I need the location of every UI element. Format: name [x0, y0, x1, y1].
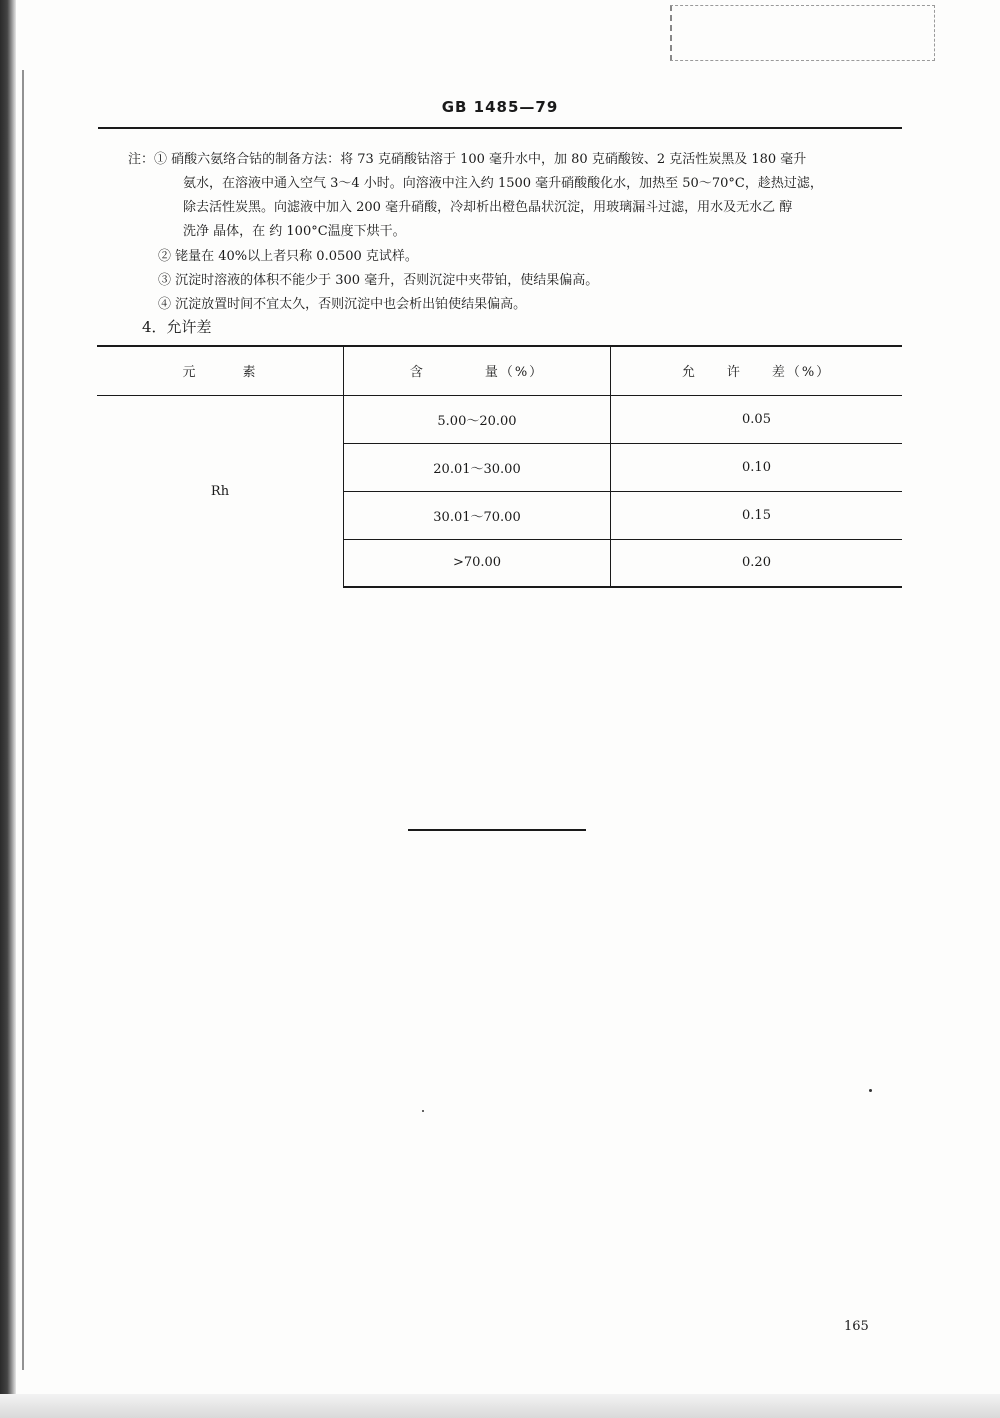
table-row [97, 395, 902, 443]
element-cell: Rh [210, 483, 230, 499]
scan-speck [869, 1089, 872, 1092]
note-line: 氨水，在溶液中通入空气 3～4 小时。向溶液中注入约 1500 毫升硝酸酸化水，加热至 50～70°C，趁热过滤， [183, 176, 823, 191]
tolerance-cell: 0.10 [611, 443, 903, 491]
end-rule [408, 829, 586, 831]
header-rule [98, 127, 902, 129]
note-line: ④ 沉淀放置时间不宜太久，否则沉淀中也会析出铂使结果偏高。 [158, 297, 527, 312]
content-cell: 20.01～30.00 [344, 443, 611, 491]
note-line: ③ 沉淀时溶液的体积不能少于 300 毫升，否则沉淀中夹带铂，使结果偏高。 [158, 273, 599, 288]
scan-binding-edge [0, 0, 16, 1418]
note-line: ② 铑量在 40%以上者只称 0.0500 克试样。 [158, 249, 418, 264]
header-tolerance: 允 许 差（%） [611, 346, 903, 395]
scan-speck [422, 1110, 424, 1112]
tolerance-cell: 0.15 [611, 491, 903, 539]
page-number: 165 [844, 1319, 869, 1334]
note-line: 洗净 晶体，在 约 100°C温度下烘干。 [183, 224, 406, 239]
header-content: 含 量（%） [344, 346, 611, 395]
content-cell: 30.01～70.00 [344, 491, 611, 539]
tolerance-table [97, 345, 902, 588]
tolerance-cell: 0.20 [611, 539, 903, 587]
section-heading: 4．允许差 [142, 318, 212, 336]
scan-shadow-line [22, 70, 24, 1370]
tolerance-cell: 0.05 [611, 395, 903, 443]
note-line: 除去活性炭黑。向滤液中加入 200 毫升硝酸，冷却析出橙色晶状沉淀，用玻璃漏斗过滤，用水及无水乙 醇 [183, 200, 793, 215]
table-header-row [97, 346, 902, 395]
scan-bottom-edge [0, 1394, 1000, 1418]
stamp-placeholder-box [670, 5, 935, 61]
content-cell: >70.00 [344, 539, 611, 587]
standard-number: GB 1485—79 [441, 98, 559, 116]
content-cell: 5.00～20.00 [344, 395, 611, 443]
note-line: 注：① 硝酸六氨络合钴的制备方法：将 73 克硝酸钴溶于 100 毫升水中，加 80 克硝酸铵、2 克活性炭黑及 180 毫升 [128, 152, 807, 167]
header-element: 元 素 [97, 346, 344, 395]
